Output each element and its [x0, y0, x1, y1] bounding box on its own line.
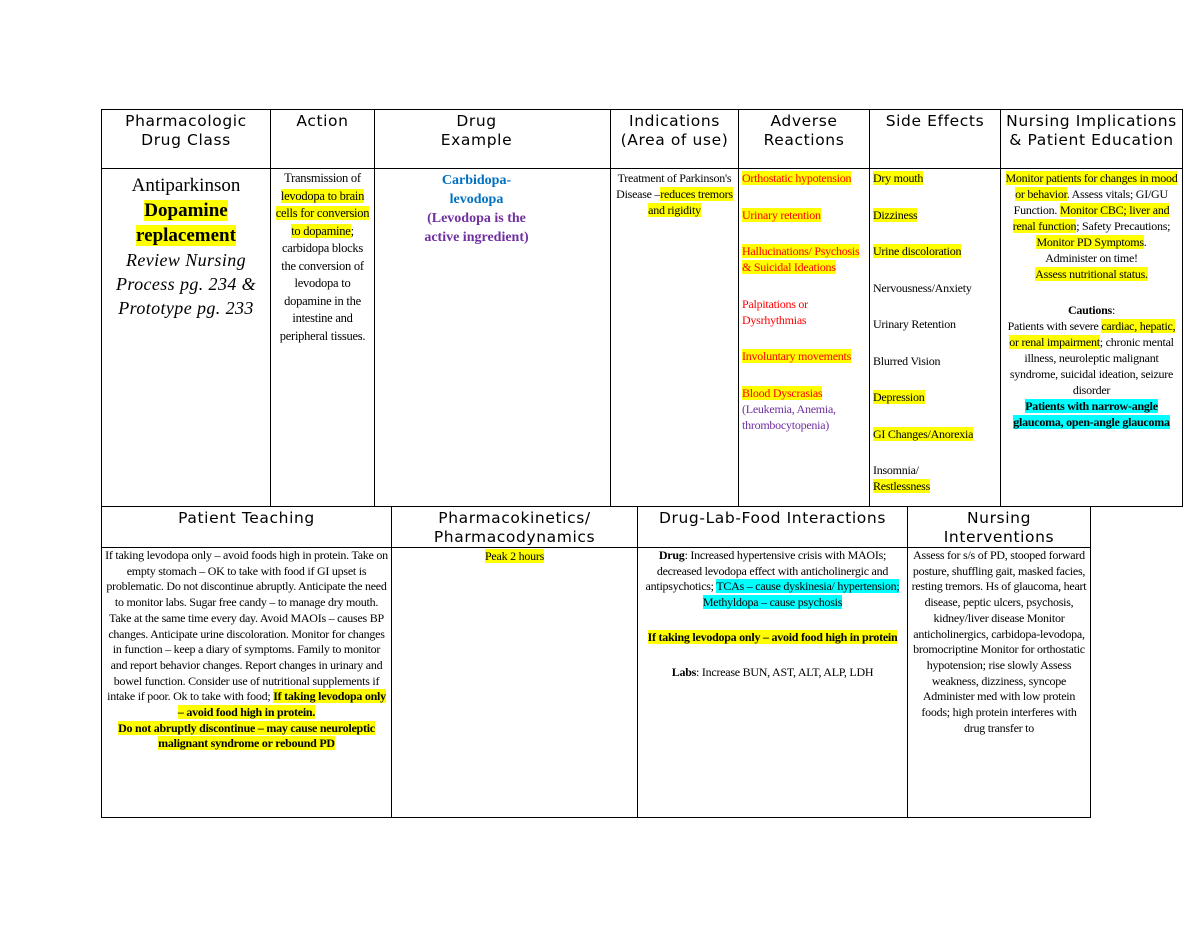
adverse-item: Blood Dyscrasias	[742, 385, 823, 400]
cautions-text: ; chronic mental illness, neuroleptic malignant syndrome, suicidal ideation, seizure disorder	[1009, 335, 1174, 397]
interactions-drug-label: Drug	[658, 548, 685, 562]
cautions-text: Patients with severe	[1007, 319, 1099, 333]
drug-example-cell	[375, 169, 611, 507]
header-nursing-interventions: Nursing Interventions	[908, 507, 1091, 548]
nursing-implications-cell	[1001, 169, 1183, 507]
review-note: Review Nursing Process pg. 234 & Prototype pg. 233	[115, 250, 257, 318]
nursing-text: .	[1143, 235, 1147, 249]
action-text-1: Transmission of	[284, 171, 361, 185]
drug-subclass: Dopamine replacement	[136, 200, 236, 246]
teaching-text: If taking levodopa only – avoid foods high in protein. Take on empty stomach – OK to take with food if GI upset is problematic. Do not discontinue abruptly. Anticipate the need to monitor labs. Sugar free candy – to manage dry mouth. Take at the same time every day. Avoid MAOIs – causes BP changes. Anticipate urine discoloration. Monitor for changes in function – keep a diary of symptoms. Family to monitor and report behavior changes. Report changes in urinary and bowel function. Consider use of nutritional supplements if intake if poor. Ok to take with food;	[105, 548, 388, 704]
cautions-highlight: cardiac, hepatic, or renal impairment	[1009, 319, 1176, 349]
side-effect-item: Urine discoloration	[873, 244, 962, 258]
nursing-text: ; Safety Precautions;	[1076, 219, 1171, 233]
nursing-administer: Administer on time!	[1045, 251, 1138, 265]
adverse-reactions-cell	[739, 169, 870, 507]
teaching-bold-2: Do not abruptly discontinue – may cause neuroleptic malignant syndrome or rebound PD	[118, 720, 375, 751]
interactions-food: If taking levodopa only – avoid food high in protein	[647, 629, 898, 644]
header-drug-class: Pharmacologic Drug Class	[102, 110, 271, 169]
pharmacokinetics-cell	[392, 548, 638, 818]
interventions-text: Assess for s/s of PD, stooped forward posture, shuffling gait, masked facies, resting tremors. Hs of glaucoma, heart disease, peptic ulcers, psychosis, kidney/liver disease Monitor anticholinergics, carbidopa-levodopa, bromocriptine Monitor for orthostatic hypotension; rise slowly Assess weakness, dizziness, syncope Administer med with low protein foods; high protein interferes with drug transfer to	[911, 548, 1087, 735]
cautions-colon: :	[1111, 303, 1116, 317]
nursing-monitor-pd: Monitor PD Symptoms	[1036, 235, 1144, 249]
action-cell	[271, 169, 375, 507]
nursing-monitor-mood: Monitor patients for changes in mood or behavior	[1005, 171, 1178, 201]
interactions-drug-text: : Increased hypertensive crisis with MAOIs; decreased levodopa effect with anticholinergic and antipsychotics;	[645, 548, 889, 594]
nursing-interventions-cell	[908, 548, 1091, 818]
side-effect-item: GI Changes/Anorexia	[873, 426, 974, 441]
header-side-effects: Side Effects	[870, 110, 1001, 169]
interactions-cell	[638, 548, 908, 818]
side-effect-item: Restlessness	[873, 479, 930, 493]
header-patient-teaching: Patient Teaching	[102, 507, 392, 548]
interactions-labs-label: Labs	[671, 664, 697, 679]
adverse-item: Involuntary movements	[742, 349, 852, 363]
side-effect-item: Dry mouth	[873, 171, 924, 185]
side-effect-item: Blurred Vision	[873, 353, 941, 368]
patient-teaching-cell	[102, 548, 392, 818]
nursing-assess-nutrition: Assess nutritional status.	[1035, 267, 1148, 281]
header-indications: Indications (Area of use)	[611, 110, 739, 169]
header-drug-example: Drug Example	[375, 110, 611, 169]
drug-class-cell	[102, 169, 271, 507]
adverse-item: Urinary retention	[742, 207, 821, 222]
side-effect-item: Nervousness/Anxiety	[873, 280, 972, 295]
teaching-bold-1: If taking levodopa only – avoid food high in protein.	[177, 689, 386, 720]
nursing-monitor-cbc: Monitor CBC; liver and renal function	[1012, 203, 1170, 233]
drug-example-note: (Levodopa is the active ingredient)	[424, 211, 529, 245]
side-effect-item: Insomnia/	[873, 463, 919, 477]
adverse-item: Orthostatic hypotension	[742, 171, 852, 185]
drug-example-name: Carbidopa-levodopa	[441, 173, 512, 207]
adverse-item: Palpitations or Dysrhythmias	[742, 296, 808, 327]
header-adverse-reactions: Adverse Reactions	[739, 110, 870, 169]
side-effect-item: Urinary Retention	[873, 317, 956, 331]
drug-table-bottom	[101, 506, 1091, 818]
drug-table-top	[101, 109, 1183, 507]
header-action: Action	[271, 110, 375, 169]
side-effects-cell	[870, 169, 1001, 507]
peak-text: Peak 2 hours	[485, 549, 544, 563]
cautions-label: Cautions	[1067, 303, 1112, 317]
header-nursing-implications: Nursing Implications & Patient Education	[1001, 110, 1183, 169]
cautions-glaucoma: Patients with narrow-angle glaucoma, open-angle glaucoma	[1013, 399, 1170, 429]
drug-class-name: Antiparkinson	[131, 175, 241, 196]
interactions-labs-text: : Increase BUN, AST, ALT, ALP, LDH	[696, 664, 874, 679]
side-effect-item: Depression	[873, 390, 925, 404]
action-highlight: levodopa to brain cells for conversion to dopamine	[275, 188, 370, 238]
action-text-2: ; carbidopa blocks the conversion of levodopa to dopamine in the intestine and peripheral tissues.	[279, 223, 366, 343]
indications-text: Treatment of Parkinson's Disease –	[616, 171, 732, 201]
header-pharmacokinetics: Pharmacokinetics/ Pharmacodynamics	[392, 507, 638, 548]
header-interactions: Drug-Lab-Food Interactions	[638, 507, 908, 548]
indications-cell	[611, 169, 739, 507]
side-effect-item: Dizziness	[873, 207, 918, 222]
interactions-cyan: TCAs – cause dyskinesia/ hypertension; Methyldopa – cause psychosis	[702, 579, 900, 610]
nursing-text: . Assess vitals; GI/GU Function.	[1013, 187, 1168, 217]
adverse-note: (Leukemia, Anemia, thrombocytopenia)	[742, 401, 836, 432]
indications-highlight: reduces tremors and rigidity	[648, 187, 733, 217]
adverse-item: Hallucinations/ Psychosis & Suicidal Ideations	[742, 244, 860, 274]
